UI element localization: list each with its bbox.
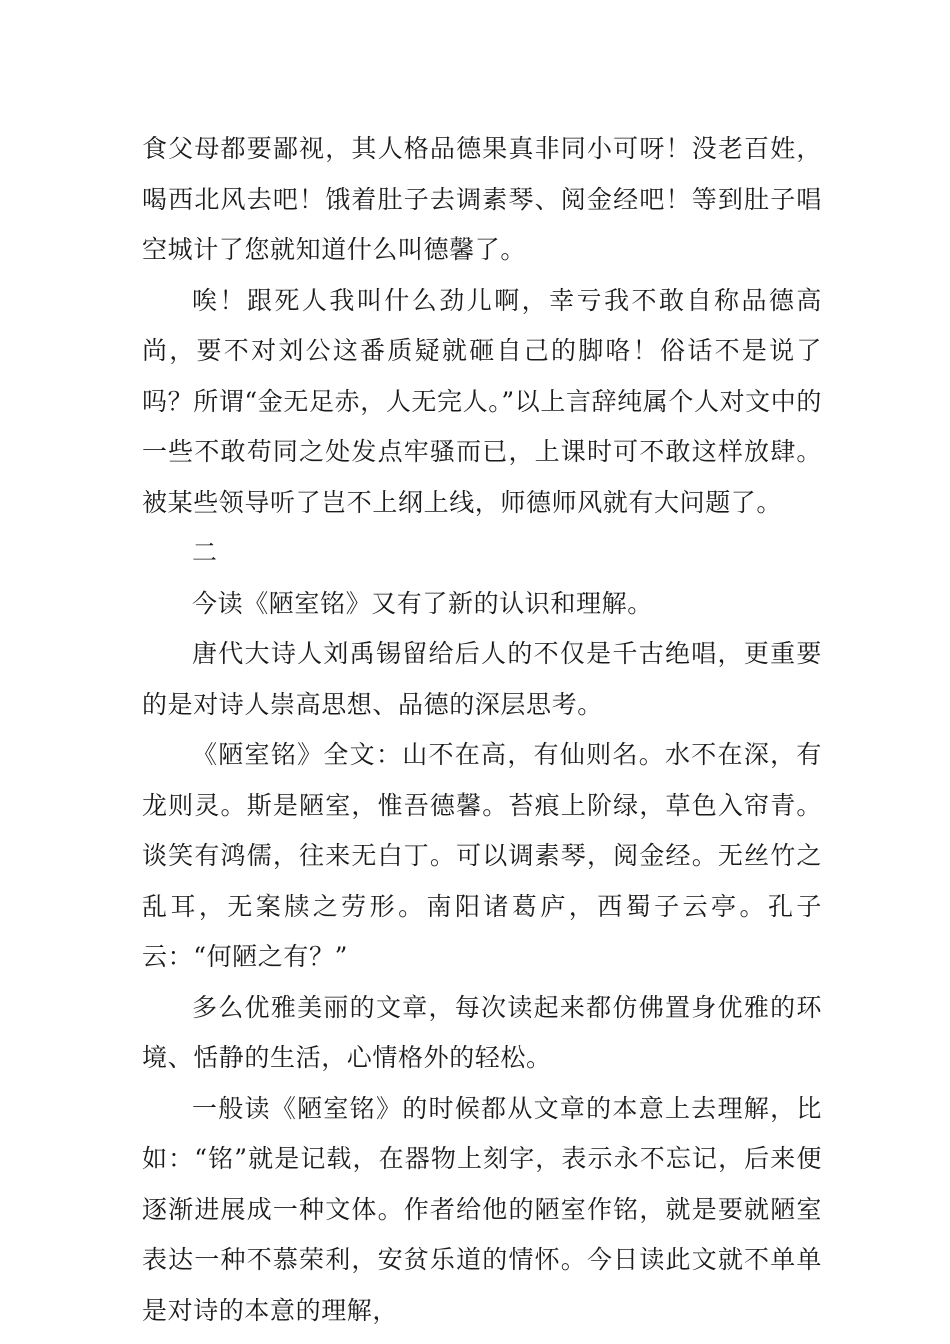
paragraph-continuation: 食父母都要鄙视，其人格品德果真非同小可呀！没老百姓，喝西北风去吧！饿着肚子去调素琴、阅金经吧！等到肚子唱空城计了您就知道什么叫德馨了。	[142, 134, 822, 264]
paragraph-complaint: 唉！跟死人我叫什么劲儿啊，幸亏我不敢自称品德高尚，要不对刘公这番质疑就砸自己的脚咯！俗话不是说了吗？所谓“金无足赤，人无完人。”以上言辞纯属个人对文中的一些不敢苟同之处发点牢骚而已，上课时可不敢这样放肆。被某些领导听了岂不上纲上线，师德师风就有大问题了。	[142, 285, 822, 517]
section-heading-two: 二	[192, 538, 218, 567]
paragraph-author: 唐代大诗人刘禹锡留给后人的不仅是千古绝唱，更重要的是对诗人崇高思想、品德的深层思考。	[142, 639, 822, 719]
paragraph-interpretation: 一般读《陋室铭》的时候都从文章的本意上去理解，比如：“铭”就是记载，在器物上刻字，表示永不忘记，后来便逐渐进展成一种文体。作者给他的陋室作铭，就是要就陋室表达一种不慕荣利，安贫乐道的情怀。今日读此文就不单单是对诗的本意的理解，	[142, 1093, 822, 1325]
paragraph-intro: 今读《陋室铭》又有了新的认识和理解。	[192, 588, 653, 618]
paragraph-impression: 多么优雅美丽的文章，每次读起来都仿佛置身优雅的环境、恬静的生活，心情格外的轻松。	[142, 992, 822, 1072]
paragraph-full-text: 《陋室铭》全文：山不在高，有仙则名。水不在深，有龙则灵。斯是陋室，惟吾德馨。苔痕上阶绿，草色入帘青。谈笑有鸿儒，往来无白丁。可以调素琴，阅金经。无丝竹之乱耳，无案牍之劳形。南阳诸葛庐，西蜀子云亭。孔子云：“何陋之有？”	[142, 740, 822, 971]
document-body	[142, 124, 822, 1336]
